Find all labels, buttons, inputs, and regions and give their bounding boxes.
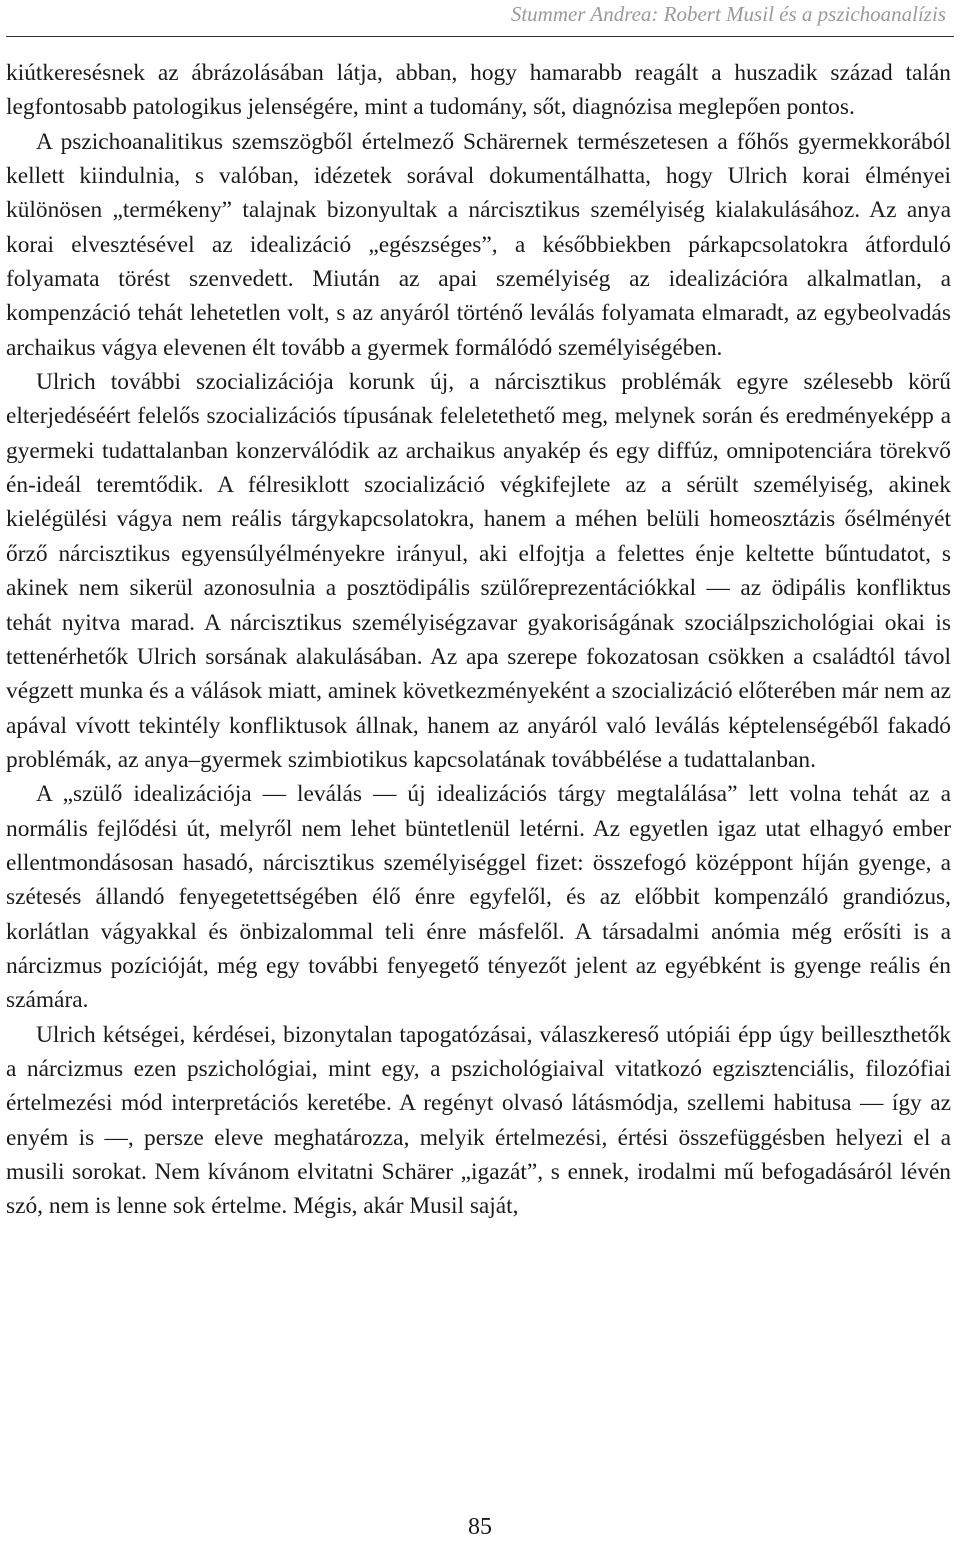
header-rule bbox=[6, 36, 954, 37]
paragraph-continuation: kiútkeresésnek az ábrázolásában látja, abban, hogy hamarabb reagált a huszadik század talán legfontosabb patologikus jelenségére, mint a tudomány, sőt, diagnózisa meglepően pontos. bbox=[6, 60, 951, 121]
paragraph: Ulrich további szocializációja korunk új, a nárcisztikus problémák egyre szélesebb körű elterjedéséért felelős szocializációs típusának feleletethető meg, melynek során és eredményeképp a gyermeki tudattalanban konzerválódik az archaikus anyakép és egy diffúz, omnipotenciára törekvő én-ideál teremtődik. A félresiklott szocializáció végkifejlete az a sérült személyiség, akinek kielégülési vágya nem reális tárgykapcsolatokra, hanem a méhen belüli homeosztázis ősélményét őrző nárcisztikus egyensúlyélményekre irányul, aki elfojtja a felettes énje keltette bűntudatot, s akinek nem sikerül azonosulnia a posztödipális szülőreprezentációkkal — az ödipális konfliktus tehát nyitva marad. A nárcisztikus személyiségzavar gyakoriságának szociálpszichológiai okai is tettenérhetők Ulrich sorsának alakulásában. Az apa szerepe fokozatosan csökken a családtól távol végzett munka és a válások miatt, aminek következményeként a szocializáció előterében már nem az apával vívott tekintély konfliktusok állnak, hanem az anyáról való leválás képtelenségéből fakadó problémák, az anya–gyermek szimbiotikus kapcsolatának továbbélése a tudattalanban. bbox=[6, 369, 951, 773]
paragraph: Ulrich kétségei, kérdései, bizonytalan tapogatózásai, válaszkereső utópiái épp úgy beilleszthetők a nárcizmus ezen pszichológiai, mint egy, a pszichológiaival vitatkozó egzisztenciális, filozófiai értelmezési mód interpretációs keretébe. A regényt olvasó látásmódja, szellemi habitusa — így az enyém is —, persze eleve meghatározza, melyik értelmezési, értési összefüggésben helyezi el a musili sorokat. Nem kívánom elvitatni Schärer „igazát”, s ennek, irodalmi mű befogadásáról lévén szó, nem is lenne sok értelme. Mégis, akár Musil saját, bbox=[6, 1021, 951, 1220]
page-number: 85 bbox=[468, 1514, 492, 1540]
paragraph: A „szülő idealizációja — leválás — új idealizációs tárgy megtalálása” lett volna tehát az a normális fejlődési út, melyről nem lehet büntetlenül letérni. Az egyetlen igaz utat elhagyó ember ellentmondásosan hasadó, nárcisztikus személyiséggel fizet: összefogó középpont híján gyenge, a szétesés állandó fenyegetettségében élő énre egyfelől, és az előbbit kompenzáló grandiózus, korlátlan vágyakkal és önbizalommal teli énre másfelől. A társadalmi anómia még erősíti is a nárcizmus pozícióját, még egy további fenyegető tényezőt jelent az egyébként is gyenge reális én számára. bbox=[6, 781, 951, 1014]
paragraph: A pszichoanalitikus szemszögből értelmező Schärernek természetesen a főhős gyermekkorából kellett kiindulnia, s valóban, idézetek sorával dokumentálhatta, hogy Ulrich korai élményei különösen „termékeny” talajnak bizonyultak a nárcisztikus személyiség kialakulásához. Az anya korai elvesztésével az idealizáció „egészséges”, a későbbiekben párkapcsolatokra átforduló folyamata törést szenvedett. Miután az apai személyiség az idealizációra alkalmatlan, a kompenzáció tehát lehetetlen volt, s az anyáról történő leválás folyamata elmaradt, az egybeolvadás archaikus vágya elevenen élt tovább a gyermek formálódó személyiségében. bbox=[6, 128, 951, 361]
running-header: Stummer Andrea: Robert Musil és a pszichoanalízis bbox=[510, 2, 946, 26]
body-text bbox=[6, 56, 951, 1224]
